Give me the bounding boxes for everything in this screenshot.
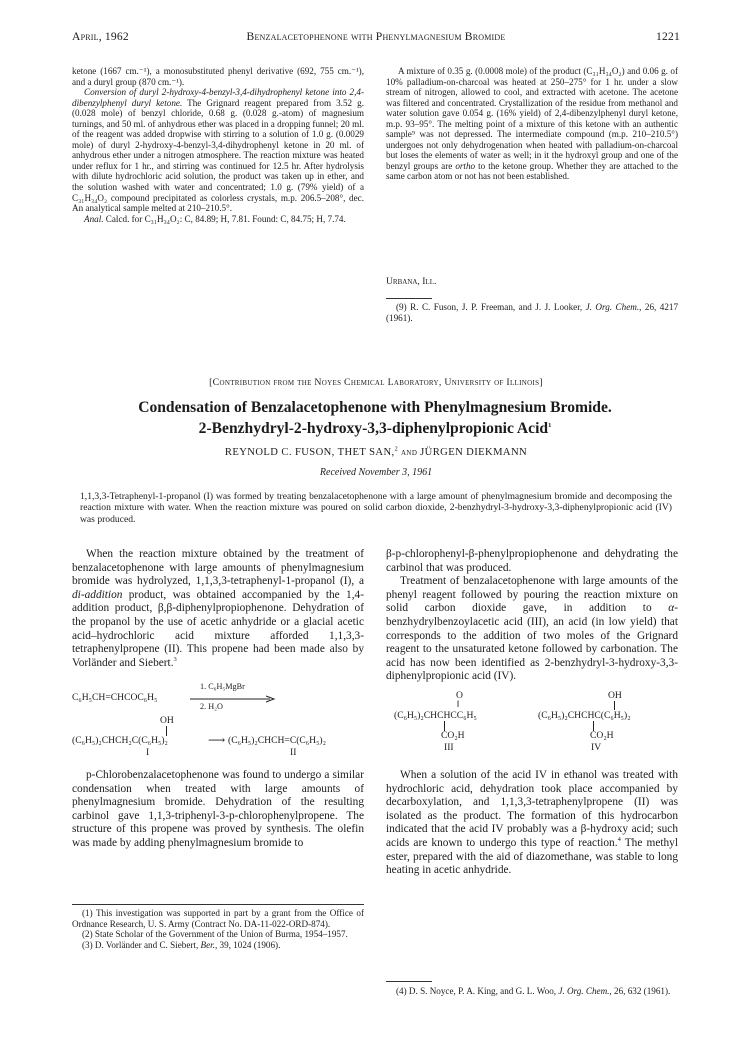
carbonation-paragraph: Treatment of benzalacetophenone with large amounts of the phenyl reagent followed by pouring the reaction mixture on solid carbon dioxide gave, in addition to α-benzhydrylbenzoylacetic acid (III), an acid (in low yield) that corresponds to the addition of two moles of the Grignard reagent to the unsaturated ketone followed by carbonation. The acid has now been identified as 2-benzhydryl-3-hydroxy-3,3-diphenylpropionic acid (IV). — [386, 575, 678, 683]
reagent-step-1: 1. C₆H₅MgBr — [200, 682, 245, 691]
bond-oh-IV — [614, 701, 615, 710]
dehydrogenation-paragraph: A mixture of 0.35 g. (0.0008 mole) of the product (C₃₁H₃₄O₂) and 0.06 g. of 10% palladium-on-charcoal was heated at 250–275° for 1 hr. under a slow stream of nitrogen, allowed to cool, and extracted with acetone. The acetone was filtered and concentrated. Crystallization of the residue from methanol and water solution gave 0.054 g. (16% yield) of 2,4-dibenzylphenyl duryl ketone, m.p. 93–95°. The melting point of a mixture of this ketone with an authentic sample⁹ was not depressed. The intermediate compound (m.p. 210–210.5°) undergoes not only dehydrogenation when heated with palladium-on-charcoal but loses the elements of water as well; in it the hydroxyl group and one of the benzyl groups are ortho to the ketone group. Whether they are attached to the same carbon atom or not has not been established. — [386, 66, 678, 182]
footnote-rule-right — [386, 981, 432, 982]
body-left-column — [72, 548, 364, 670]
label-I: I — [146, 747, 150, 758]
body-left-column-2 — [72, 769, 364, 851]
footnote-9: (9) R. C. Fuson, J. P. Freeman, and J. J. Looker, J. Org. Chem., 26, 4217 (1961). — [386, 302, 679, 323]
dehydration-paragraph: When a solution of the acid IV in ethanol was treated with hydrochloric acid, dehydration took place accompanied by decarboxylation, and 1,1,3,3-tetraphenylpropene (II) was isolated as the product. The formation of this hydrocarbon indicated that the acid IV probably was a β-hydroxy acid; such acids are known to undergo this type of reaction.$^4$ The methyl ester, prepared with the aid of diazomethane, was stable to long heating in acetic anhydride. — [386, 769, 678, 877]
hydroxyl-label: OH — [160, 715, 174, 726]
article-title — [60, 398, 690, 439]
reaction-scheme-1 — [72, 682, 364, 758]
abstract: 1,1,3,3-Tetraphenyl-1-propanol (I) was formed by treating benzalacetophenone with a large amount of phenylmagnesium bromide and decomposing the reaction mixture with water. When the reaction mixture was poured on solid carbon dioxide, 2-benzhydryl-3-hydroxy-3,3-diphenylpropionic acid (IV) was produced. — [80, 491, 672, 525]
label-II: II — [290, 747, 297, 758]
experimental-paragraph — [72, 87, 364, 214]
carboxyl-III: CO₂H — [441, 730, 465, 741]
authors: REYNOLD C. FUSON, THET SAN,$^2$ and JÜRGEN DIEKMANN — [224, 445, 528, 458]
analysis-body: Calcd. for C₃₁H₃₄O₂: C, 84.89; H, 7.81. Found: C, 84.75; H, 7.74. — [103, 213, 346, 224]
carboxyl-IV: CO₂H — [590, 730, 614, 741]
analysis-paragraph — [72, 214, 364, 225]
running-head-title: Benzalacetophenone with Phenylmagnesium Bromide — [246, 30, 506, 43]
formula-III: (C₆H₅)₂CHCHCC₆H₅ — [394, 710, 477, 721]
footnote-rule-left — [72, 904, 364, 905]
hydroxyl-IV: OH — [608, 690, 622, 701]
experimental-body: The Grignard reagent prepared from 3.52 g. (0.028 mole) of benzyl chloride, 0.68 g. (0.028 g.-atom) of magnesium turnings, and 50 ml. of anhydrous ether was placed in a dropping funnel; 20 ml. of the reagent was added dropwise with stirring to a solution of 1.0 g. (0.0029 mole) of duryl 2-hydroxy-4-benzyl-3,4-dihydrophenyl ketone in 20 ml. of anhydrous ether under a nitrogen atmosphere. The reaction mixture was heated under reflux for 1 hr., and stirring was continued for 12.5 hr. After hydrolysis with dilute hydrochloric acid solution, the product was taken up in ether, and the solution washed with water and concentrated; 1.0 g. (79% yield) of a C₃₁H₃₄O₂ compound precipitated as colorless crystals, m.p. 206.5–208°, dec. An analytical sample melted at 210–210.5°. — [72, 97, 364, 214]
footnote-3: (3) D. Vorländer and C. Siebert, Ber., 39, 1024 (1906). — [82, 939, 281, 950]
footnote-1: (1) This investigation was supported in part by a grant from the Office of Ordnance Research, U. S. Army (Contract No. DA-11-022-ORD-874). — [72, 908, 364, 929]
running-head — [72, 30, 680, 48]
received-date: Received November 3, 1961 — [319, 467, 433, 478]
location-line: Urbana, Ill. — [386, 276, 437, 287]
label-III: III — [444, 742, 454, 753]
running-head-date: April, 1962 — [72, 30, 129, 43]
page-number: 1221 — [656, 30, 680, 43]
product-I-formula: (C₆H₅)₂CHCH₂C(C₆H₅)₂ — [72, 735, 168, 746]
contribution-line: [Contribution from the Noyes Chemical Laboratory, University of Illinois] — [209, 377, 543, 388]
prev-paragraph: ketone (1667 cm.⁻¹), a monosubstituted phenyl derivative (692, 755 cm.⁻¹), and a duryl group (870 cm.⁻¹). — [72, 66, 364, 87]
footnotes-left — [72, 908, 364, 950]
title-line-1: Condensation of Benzalacetophenone with Phenylmagnesium Bromide. — [138, 399, 612, 416]
chloro-paragraph: p-Chlorobenzalacetophenone was found to undergo a similar condensation when treated with large amounts of phenylmagnesium bromide. Dehydration of the resulting carbinol gave 1,1,3-triphenyl-3-p-chlorophenylpropene. The structure of this propene was proved by synthesis. The olefin was made by adding phenylmagnesium bromide to — [72, 769, 364, 849]
intro-paragraph: When the reaction mixture obtained by the treatment of benzalacetophenone with large amounts of phenylmagnesium bromide was hydrolyzed, 1,1,3,3-tetraphenyl-1-propanol (I), a di-addition product, was obtained accompanied by the 1,4-addition product, β,β-diphenylpropiophenone. Dehydration of the propanol by the use of acetic anhydride or a glacial acetic acid–hydrochloric acid mixture afforded 1,1,3,3-tetraphenylpropene (II). This propene had been made also by Vorländer and Siebert.$^3$ — [72, 548, 364, 669]
prev-article-right-column — [386, 66, 678, 182]
carbonyl-double-bond: ‖ — [457, 699, 460, 709]
footnote-rule — [386, 298, 432, 299]
reagent-step-2: 2. H₂O — [200, 702, 223, 711]
analysis-label: Anal. — [84, 213, 104, 224]
reactant-formula: C₆H₅CH=CHCOC₆H₅ — [72, 692, 158, 703]
product-II-formula: (C₆H₅)₂CHCH=C(C₆H₅)₂ — [228, 735, 326, 746]
structure-scheme — [386, 690, 678, 762]
footnote-4: (4) D. S. Noyce, P. A. King, and G. L. Woo, J. Org. Chem., 26, 632 (1961). — [396, 986, 671, 996]
label-IV: IV — [591, 742, 602, 753]
formula-IV: (C₆H₅)₂CHCHC(C₆H₅)₂ — [538, 710, 631, 721]
continued-paragraph: β-p-chlorophenyl-β-phenylpropiophenone and dehydrating the carbinol that was produced. — [386, 548, 678, 574]
experimental-heading: Conversion of duryl 2-hydroxy-4-benzyl-3,4-dihydrophenyl ketone into 2,4-dibenzylphenyl duryl ketone. — [72, 87, 364, 108]
body-right-column-2 — [386, 769, 678, 878]
dehydration-arrow: ⟶ — [208, 733, 226, 747]
carbonyl-oxygen: O — [456, 690, 463, 701]
body-right-column — [386, 548, 678, 684]
footnote-2: (2) State Scholar of the Government of the Union of Burma, 1954–1957. — [82, 929, 348, 940]
prev-article-left-column — [72, 66, 364, 224]
title-line-2: 2-Benzhydryl-2-hydroxy-3,3-diphenylpropionic Acid$^1$ — [198, 419, 552, 437]
